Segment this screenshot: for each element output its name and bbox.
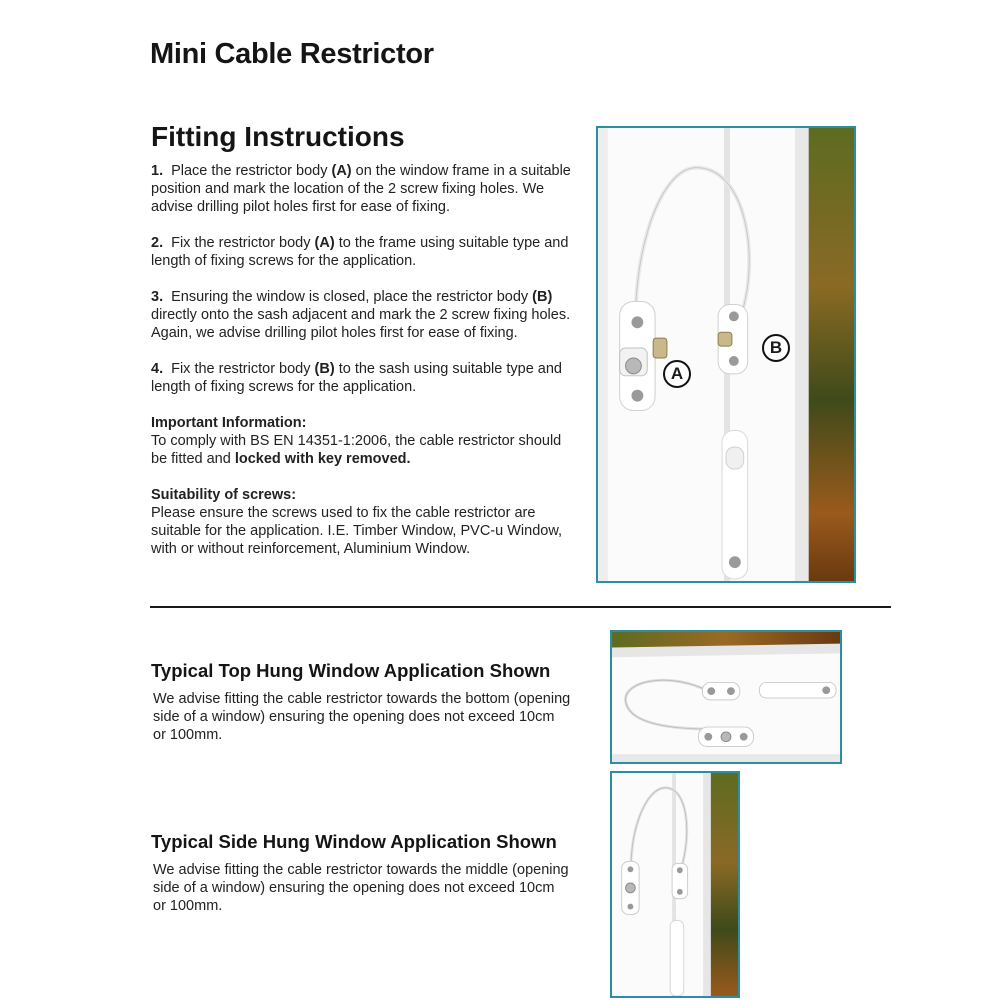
top-hung-text: We advise fitting the cable restrictor towards the bottom (opening side of a window) ensuring the opening does not exceed 10cm or 100mm. xyxy=(153,691,571,743)
important-information xyxy=(151,414,571,468)
restrictor-fitting-photo xyxy=(596,126,856,583)
label-a-text: A xyxy=(670,364,684,383)
step-text: directly onto the sash adjacent and mark the 2 screw fixing holes. Again, we advise drilling pilot holes first for ease of fixing. xyxy=(151,307,571,341)
top-hung-photo-illustration xyxy=(612,632,840,762)
step-text: to the frame using suitable type and length of fixing screws for the application. xyxy=(151,235,569,269)
important-information-bold: locked with key removed. xyxy=(234,451,411,467)
step-number: 2. xyxy=(151,235,164,251)
step-number: 3. xyxy=(151,289,164,305)
step-text: Place the restrictor body xyxy=(171,163,332,179)
suitability-of-screws-text: Please ensure the screws used to fix the cable restrictor are suitable for the application. I.E. Timber Window, PVC-u Window, with or without reinforcement, Aluminium Window. xyxy=(151,505,563,557)
side-hung-photo-illustration xyxy=(612,773,738,996)
section-divider xyxy=(150,606,891,608)
step-3 xyxy=(151,288,571,342)
step-bold-ref: (A) xyxy=(331,163,352,179)
side-hung-text: We advise fitting the cable restrictor towards the middle (opening side of a window) ensuring the opening does not exceed 10cm or 100mm. xyxy=(153,862,569,914)
step-4 xyxy=(151,360,571,396)
important-information-title: Important Information: xyxy=(151,415,307,431)
side-hung-title: Typical Side Hung Window Application Shown xyxy=(151,831,557,852)
step-2 xyxy=(151,234,571,270)
top-hung-section xyxy=(151,660,571,744)
top-hung-photo xyxy=(610,630,842,764)
label-b-text: B xyxy=(769,338,783,357)
side-hung-section xyxy=(151,831,571,915)
step-text: Fix the restrictor body xyxy=(171,235,315,251)
fitting-instructions-heading: Fitting Instructions xyxy=(151,121,405,152)
suitability-of-screws-title: Suitability of screws: xyxy=(151,487,297,503)
step-bold-ref: (B) xyxy=(314,361,335,377)
fitting-steps xyxy=(151,162,571,576)
label-a-circle xyxy=(663,360,691,388)
step-1 xyxy=(151,162,571,216)
step-bold-ref: (B) xyxy=(532,289,553,305)
step-number: 1. xyxy=(151,163,164,179)
page-title: Mini Cable Restrictor xyxy=(150,38,434,70)
side-hung-photo xyxy=(610,771,740,998)
step-text: Ensuring the window is closed, place the restrictor body xyxy=(171,289,533,305)
important-information-text: To comply with BS EN 14351-1:2006, the cable restrictor should be fitted and xyxy=(151,433,562,467)
label-b-circle xyxy=(762,334,790,362)
step-text: to the sash using suitable type and length of fixing screws for the application. xyxy=(151,361,562,395)
step-text: Fix the restrictor body xyxy=(171,361,315,377)
restrictor-photo-illustration xyxy=(598,128,854,581)
step-bold-ref: (A) xyxy=(314,235,335,251)
top-hung-title: Typical Top Hung Window Application Shown xyxy=(151,660,551,681)
step-number: 4. xyxy=(151,361,164,377)
step-text: on the window frame in a suitable position and mark the location of the 2 screw fixing holes. We advise drilling pilot holes first for ease of fixing. xyxy=(151,163,571,215)
suitability-of-screws xyxy=(151,486,571,558)
